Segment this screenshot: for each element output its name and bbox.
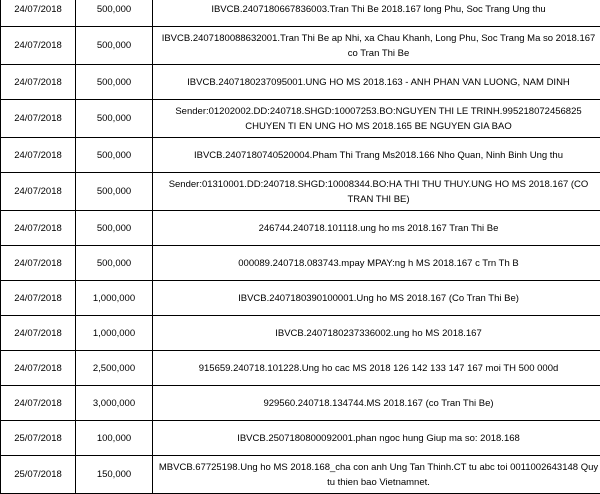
table-row bbox=[1, 138, 600, 173]
date-cell: 24/07/2018 bbox=[1, 173, 76, 211]
date-cell: 24/07/2018 bbox=[1, 65, 76, 100]
date-cell: 24/07/2018 bbox=[1, 316, 76, 351]
table-row bbox=[1, 456, 600, 494]
description-cell: Sender:01310001.DD:240718.SHGD:10008344.BO:HA THI THU THUY.UNG HO MS 2018.167 (CO TRAN THI BE) bbox=[153, 173, 600, 211]
date-cell: 24/07/2018 bbox=[1, 281, 76, 316]
description-cell: 000089.240718.083743.mpay MPAY:ng h MS 2018.167 c Trn Th B bbox=[153, 246, 600, 281]
date-cell: 24/07/2018 bbox=[1, 138, 76, 173]
description-cell: IBVCB.2407180237095001.UNG HO MS 2018.163 - ANH PHAN VAN LUONG, NAM DINH bbox=[153, 65, 600, 100]
table-row bbox=[1, 246, 600, 281]
description-cell: IBVCB.2407180237336002.ung ho MS 2018.167 bbox=[153, 316, 600, 351]
date-cell: 25/07/2018 bbox=[1, 456, 76, 494]
amount-cell: 500,000 bbox=[76, 211, 153, 246]
table-row bbox=[1, 211, 600, 246]
table-row bbox=[1, 316, 600, 351]
amount-cell: 500,000 bbox=[76, 246, 153, 281]
description-cell: 246744.240718.101118.ung ho ms 2018.167 Tran Thi Be bbox=[153, 211, 600, 246]
amount-cell: 1,000,000 bbox=[76, 316, 153, 351]
amount-cell: 500,000 bbox=[76, 65, 153, 100]
amount-cell: 500,000 bbox=[76, 27, 153, 65]
amount-cell: 500,000 bbox=[76, 0, 153, 27]
description-cell: IBVCB.2407180740520004.Pham Thi Trang Ms2018.166 Nho Quan, Ninh Binh Ung thu bbox=[153, 138, 600, 173]
description-cell: Sender:01202002.DD:240718.SHGD:10007253.BO:NGUYEN THI LE TRINH.995218072456825 CHUYEN TI EN UNG HO MS 2018.165 BE NGUYEN GIA BAO bbox=[153, 100, 600, 138]
table-row bbox=[1, 351, 600, 386]
date-cell: 24/07/2018 bbox=[1, 211, 76, 246]
amount-cell: 2,500,000 bbox=[76, 351, 153, 386]
amount-cell: 3,000,000 bbox=[76, 386, 153, 421]
description-cell: IBVCB.2407180667836003.Tran Thi Be 2018.167 long Phu, Soc Trang Ung thu bbox=[153, 0, 600, 27]
description-cell: IBVCB.2407180088632001.Tran Thi Be ap Nhi, xa Chau Khanh, Long Phu, Soc Trang Ma so 2018.167 co Tran Thi Be bbox=[153, 27, 600, 65]
table-row bbox=[1, 65, 600, 100]
description-cell: IBVCB.2407180390100001.Ung ho MS 2018.167 (Co Tran Thi Be) bbox=[153, 281, 600, 316]
date-cell: 24/07/2018 bbox=[1, 246, 76, 281]
table-row bbox=[1, 386, 600, 421]
table-row bbox=[1, 281, 600, 316]
amount-cell: 150,000 bbox=[76, 456, 153, 494]
table-row bbox=[1, 0, 600, 27]
table-row bbox=[1, 173, 600, 211]
amount-cell: 500,000 bbox=[76, 100, 153, 138]
amount-cell: 500,000 bbox=[76, 173, 153, 211]
date-cell: 24/07/2018 bbox=[1, 27, 76, 65]
table-row bbox=[1, 421, 600, 456]
description-cell: 929560.240718.134744.MS 2018.167 (co Tran Thi Be) bbox=[153, 386, 600, 421]
description-cell: MBVCB.67725198.Ung ho MS 2018.168_cha con anh Ung Tan Thinh.CT tu abc toi 0011002643148 Quy tu thien bao Vietnamnet. bbox=[153, 456, 600, 494]
date-cell: 24/07/2018 bbox=[1, 386, 76, 421]
date-cell: 25/07/2018 bbox=[1, 421, 76, 456]
amount-cell: 500,000 bbox=[76, 138, 153, 173]
description-cell: 915659.240718.101228.Ung ho cac MS 2018 126 142 133 147 167 moi TH 500 000d bbox=[153, 351, 600, 386]
amount-cell: 100,000 bbox=[76, 421, 153, 456]
description-cell: IBVCB.2507180800092001.phan ngoc hung Giup ma so: 2018.168 bbox=[153, 421, 600, 456]
date-cell: 24/07/2018 bbox=[1, 351, 76, 386]
date-cell: 24/07/2018 bbox=[1, 0, 76, 27]
date-cell: 24/07/2018 bbox=[1, 100, 76, 138]
table-row bbox=[1, 100, 600, 138]
ledger-body bbox=[1, 0, 600, 494]
table-row bbox=[1, 27, 600, 65]
amount-cell: 1,000,000 bbox=[76, 281, 153, 316]
